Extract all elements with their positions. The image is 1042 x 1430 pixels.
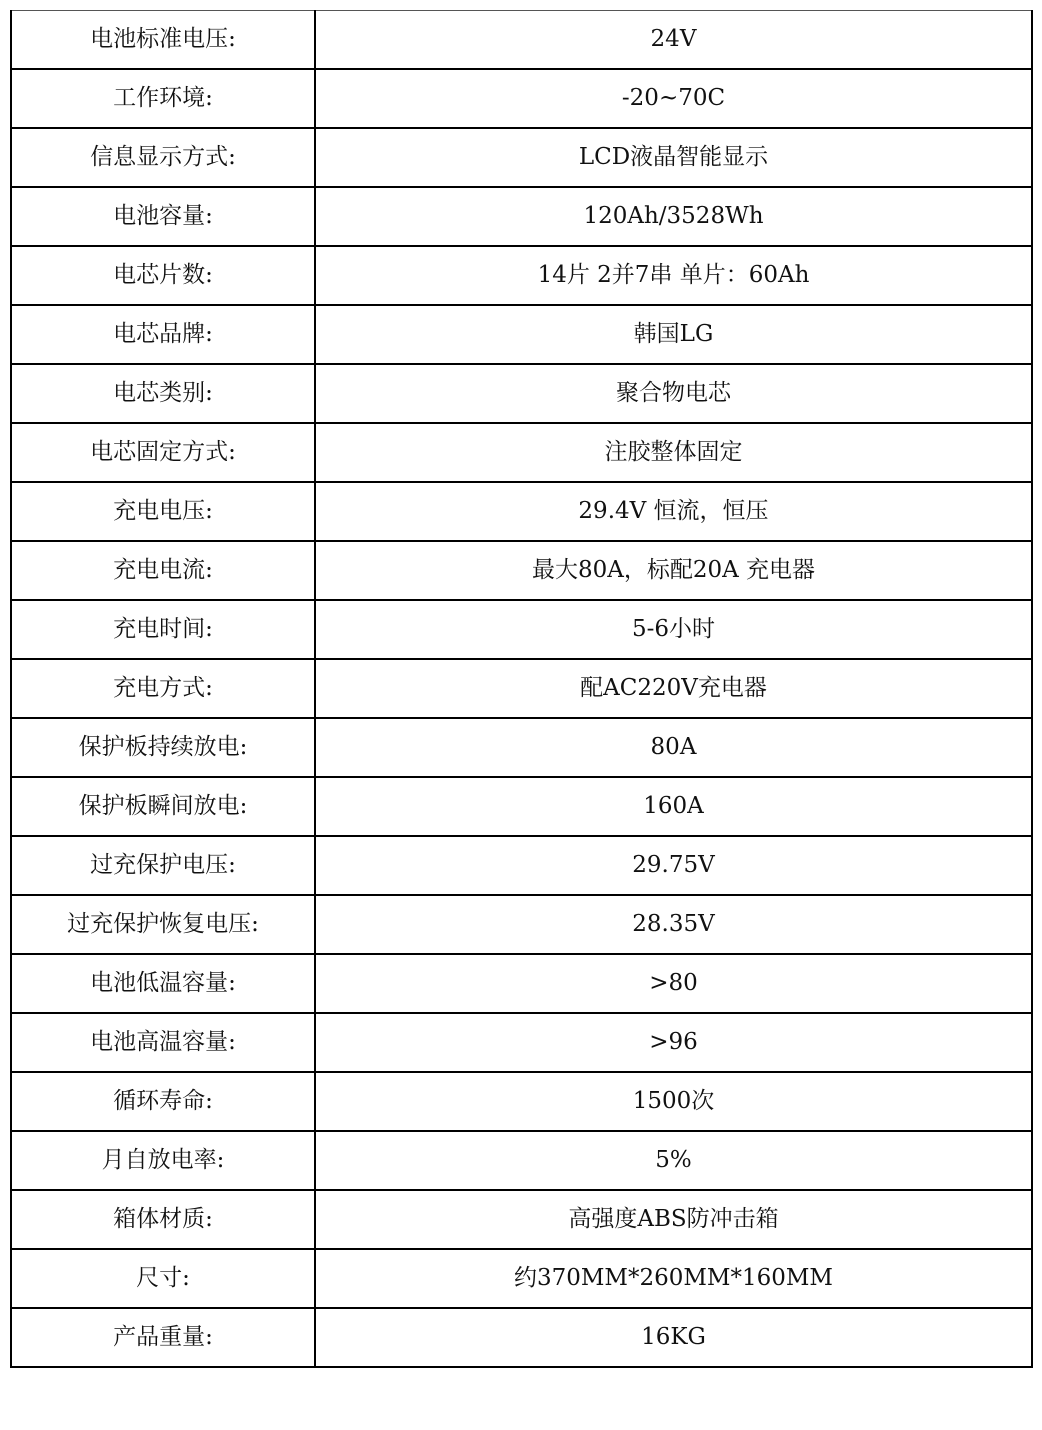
spec-label: 电芯片数: bbox=[11, 246, 315, 305]
spec-row bbox=[11, 1249, 1032, 1308]
spec-label: 月自放电率: bbox=[11, 1131, 315, 1190]
spec-row bbox=[11, 69, 1032, 128]
spec-row bbox=[11, 1190, 1032, 1249]
spec-value: 5% bbox=[315, 1131, 1032, 1190]
spec-value: 约370MM*260MM*160MM bbox=[315, 1249, 1032, 1308]
spec-value: 80A bbox=[315, 718, 1032, 777]
spec-value: 120Ah/3528Wh bbox=[315, 187, 1032, 246]
spec-value: 16KG bbox=[315, 1308, 1032, 1367]
spec-value: 韩国LG bbox=[315, 305, 1032, 364]
spec-row bbox=[11, 423, 1032, 482]
spec-row bbox=[11, 364, 1032, 423]
spec-row bbox=[11, 1013, 1032, 1072]
spec-value: 高强度ABS防冲击箱 bbox=[315, 1190, 1032, 1249]
spec-label: 尺寸: bbox=[11, 1249, 315, 1308]
spec-value: 29.4V 恒流，恒压 bbox=[315, 482, 1032, 541]
spec-row bbox=[11, 777, 1032, 836]
spec-table-body bbox=[11, 11, 1032, 1368]
spec-label: 信息显示方式: bbox=[11, 128, 315, 187]
spec-value: LCD液晶智能显示 bbox=[315, 128, 1032, 187]
spec-value: 配AC220V充电器 bbox=[315, 659, 1032, 718]
spec-value: >96 bbox=[315, 1013, 1032, 1072]
spec-value: 24V bbox=[315, 11, 1032, 70]
spec-label: 电池低温容量: bbox=[11, 954, 315, 1013]
spec-row bbox=[11, 836, 1032, 895]
spec-label: 电芯类别: bbox=[11, 364, 315, 423]
spec-value: >80 bbox=[315, 954, 1032, 1013]
spec-row bbox=[11, 1131, 1032, 1190]
spec-label: 保护板瞬间放电: bbox=[11, 777, 315, 836]
spec-value: 5-6小时 bbox=[315, 600, 1032, 659]
spec-label: 电池标准电压: bbox=[11, 11, 315, 70]
spec-label: 工作环境: bbox=[11, 69, 315, 128]
spec-label: 过充保护电压: bbox=[11, 836, 315, 895]
spec-row bbox=[11, 600, 1032, 659]
spec-row bbox=[11, 895, 1032, 954]
spec-label: 循环寿命: bbox=[11, 1072, 315, 1131]
spec-label: 充电方式: bbox=[11, 659, 315, 718]
spec-row bbox=[11, 659, 1032, 718]
spec-value: 1500次 bbox=[315, 1072, 1032, 1131]
spec-label: 电芯品牌: bbox=[11, 305, 315, 364]
spec-label: 电池高温容量: bbox=[11, 1013, 315, 1072]
spec-label: 箱体材质: bbox=[11, 1190, 315, 1249]
spec-label: 保护板持续放电: bbox=[11, 718, 315, 777]
spec-value: 160A bbox=[315, 777, 1032, 836]
spec-value: -20~70C bbox=[315, 69, 1032, 128]
spec-value: 29.75V bbox=[315, 836, 1032, 895]
spec-label: 产品重量: bbox=[11, 1308, 315, 1367]
spec-label: 电池容量: bbox=[11, 187, 315, 246]
spec-label: 充电电流: bbox=[11, 541, 315, 600]
spec-row bbox=[11, 1072, 1032, 1131]
spec-row bbox=[11, 305, 1032, 364]
spec-row bbox=[11, 482, 1032, 541]
spec-row bbox=[11, 1308, 1032, 1367]
spec-row bbox=[11, 187, 1032, 246]
spec-row bbox=[11, 128, 1032, 187]
spec-label: 过充保护恢复电压: bbox=[11, 895, 315, 954]
spec-row bbox=[11, 246, 1032, 305]
spec-label: 电芯固定方式: bbox=[11, 423, 315, 482]
spec-value: 注胶整体固定 bbox=[315, 423, 1032, 482]
spec-label: 充电时间: bbox=[11, 600, 315, 659]
spec-value: 28.35V bbox=[315, 895, 1032, 954]
spec-value: 最大80A，标配20A 充电器 bbox=[315, 541, 1032, 600]
spec-row bbox=[11, 11, 1032, 70]
spec-row bbox=[11, 954, 1032, 1013]
spec-value: 14片 2并7串 单片：60Ah bbox=[315, 246, 1032, 305]
spec-label: 充电电压: bbox=[11, 482, 315, 541]
spec-value: 聚合物电芯 bbox=[315, 364, 1032, 423]
spec-row bbox=[11, 718, 1032, 777]
spec-table bbox=[10, 10, 1033, 1368]
spec-row bbox=[11, 541, 1032, 600]
